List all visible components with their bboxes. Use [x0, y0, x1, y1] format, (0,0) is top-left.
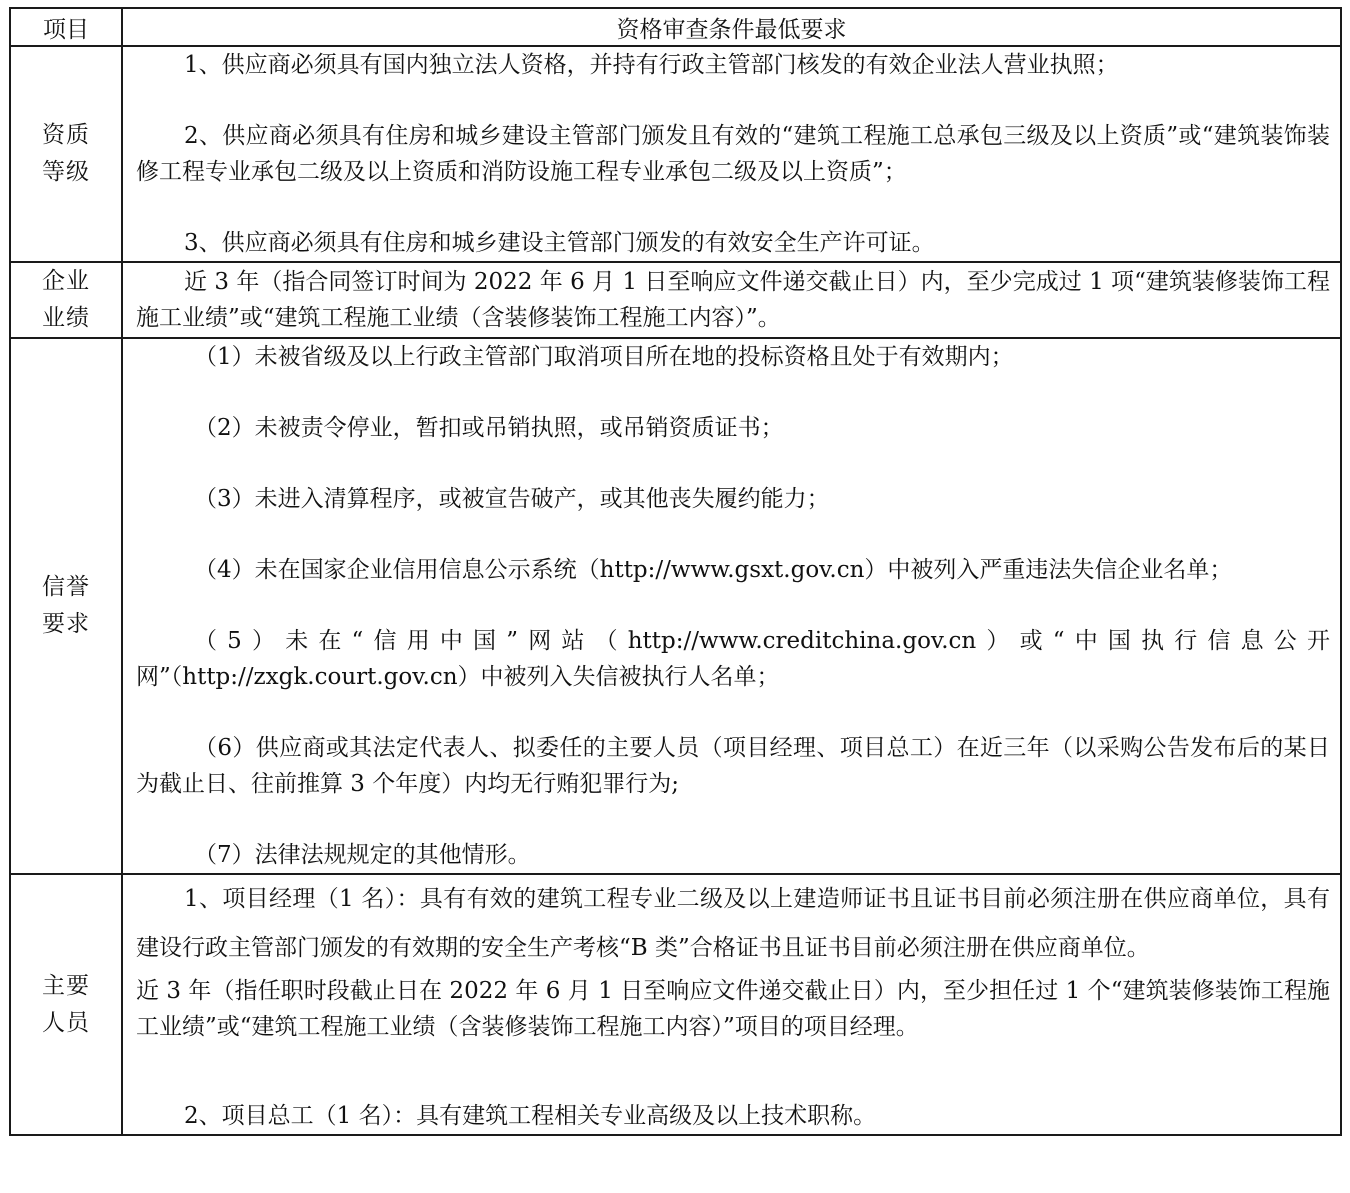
paragraph: 近 3 年（指合同签订时间为 2022 年 6 月 1 日至响应文件递交截止日）内，至少完成过 1 项“建筑装修装饰工程施工业绩”或“建筑工程施工业绩（含装修装饰工程施工内容）”。: [136, 269, 1330, 331]
row-content-credit: [122, 338, 1341, 874]
paragraph: （3）未进入清算程序，或被宣告破产，或其他丧失履约能力；: [194, 486, 830, 512]
paragraph: 2、供应商必须具有住房和城乡建设主管部门颁发且有效的“建筑工程施工总承包三级及以上资质”或“建筑装饰装修工程专业承包二级及以上资质和消防设施工程专业承包二级及以上资质”；: [136, 123, 1330, 185]
paragraph: （5）未在“信用中国”网站（http://www.creditchina.gov.cn）或“中国执行信息公开网”（http://zxgk.court.gov.cn）中被列入失信被执行人名单；: [136, 628, 1330, 690]
paragraph: 3、供应商必须具有住房和城乡建设主管部门颁发的有效安全生产许可证。: [184, 230, 935, 256]
header-row: [10, 8, 1341, 46]
qualification-table: [9, 7, 1342, 1136]
table-row: [10, 338, 1341, 874]
row-label-credit: 信誉 要求: [10, 338, 122, 874]
table-row: [10, 874, 1341, 1135]
paragraph: （6）供应商或其法定代表人、拟委任的主要人员（项目经理、项目总工）在近三年（以采购公告发布后的某日为截止日、往前推算 3 个年度）内均无行贿犯罪行为;: [136, 735, 1330, 797]
row-content-performance: [122, 262, 1341, 338]
header-requirements: 资格审查条件最低要求: [122, 8, 1341, 46]
paragraph: 1、供应商必须具有国内独立法人资格，并持有行政主管部门核发的有效企业法人营业执照；: [184, 52, 1119, 78]
row-label-performance: 企业 业绩: [10, 262, 122, 338]
row-label-personnel: 主要 人员: [10, 874, 122, 1135]
table-row: [10, 262, 1341, 338]
paragraph: 2、项目总工（1 名）：具有建筑工程相关专业高级及以上技术职称。: [184, 1103, 877, 1129]
row-content-qualification: [122, 46, 1341, 262]
row-label-qualification: 资质 等级: [10, 46, 122, 262]
table-row: [10, 46, 1341, 262]
paragraph: （1）未被省级及以上行政主管部门取消项目所在地的投标资格且处于有效期内；: [194, 344, 1014, 370]
row-content-personnel: [122, 874, 1341, 1135]
paragraph: 近 3 年（指任职时段截止日在 2022 年 6 月 1 日至响应文件递交截止日）内，至少担任过 1 个“建筑装修装饰工程施工业绩”或“建筑工程施工业绩（含装修装饰工程施工内容）”项目的项目经理。: [136, 978, 1330, 1040]
paragraph: （4）未在国家企业信用信息公示系统（http://www.gsxt.gov.cn）中被列入严重违法失信企业名单；: [194, 557, 1233, 583]
paragraph: （2）未被责令停业，暂扣或吊销执照，或吊销资质证书；: [194, 415, 784, 441]
paragraph: （7）法律法规规定的其他情形。: [194, 842, 531, 868]
header-item: 项目: [10, 8, 122, 46]
paragraph: 1、项目经理（1 名）：具有有效的建筑工程专业二级及以上建造师证书且证书目前必须注册在供应商单位，具有建设行政主管部门颁发的有效期的安全生产考核“B 类”合格证书且证书目前必须注册在供应商单位。: [136, 886, 1330, 961]
